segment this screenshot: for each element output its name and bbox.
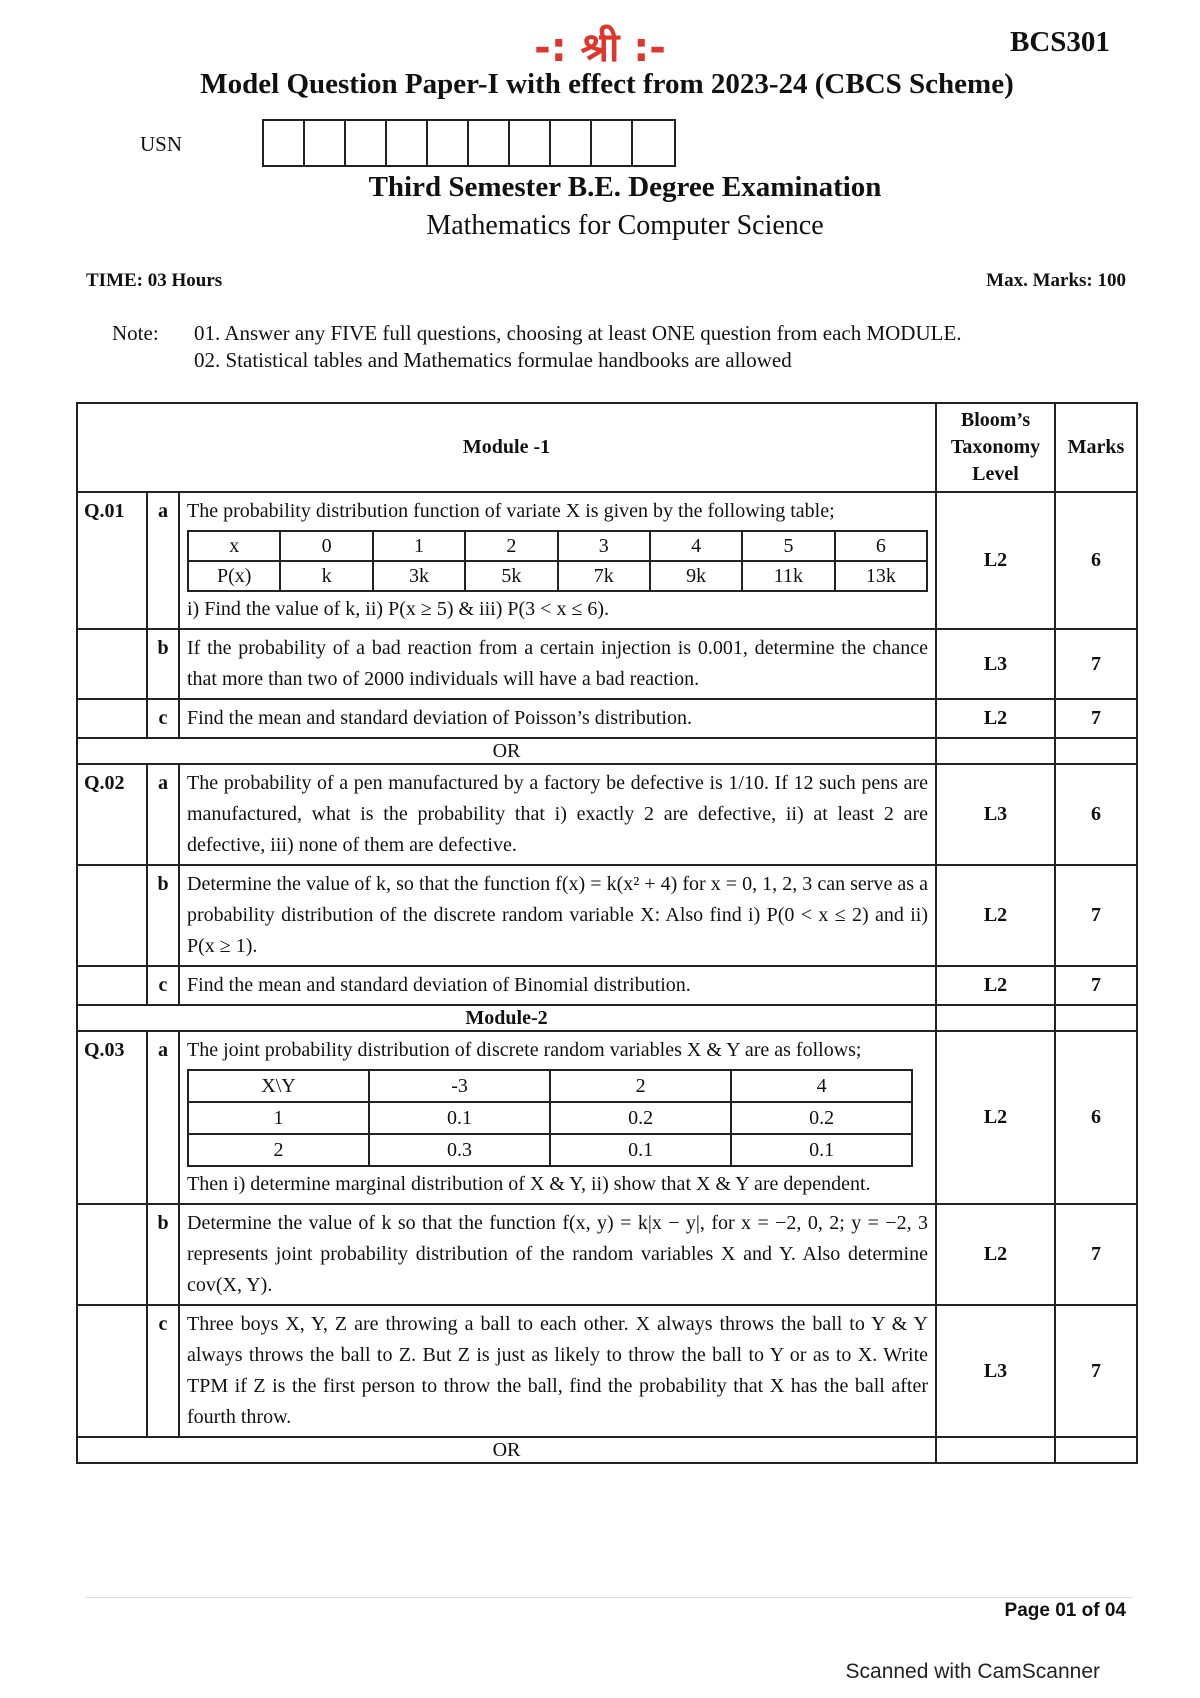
q1a-text: The probability distribution function of variate X is given by the following table; <box>187 500 835 522</box>
paper-title: Model Question Paper-I with effect from 2023-24 (CBCS Scheme) <box>200 68 1014 100</box>
table-cell: 4 <box>731 1070 912 1102</box>
usn-box <box>346 121 387 165</box>
q3a-text: The joint probability distribution of discrete random variables X & Y are as follows; <box>187 1039 862 1061</box>
page-number: Page 01 of 04 <box>1004 1600 1126 1621</box>
table-row <box>77 1305 1137 1437</box>
table-cell: 0.2 <box>550 1102 731 1134</box>
blooms-level: L2 <box>936 699 1055 738</box>
note-label: Note: <box>112 321 159 345</box>
blooms-level: L2 <box>936 492 1055 629</box>
blooms-level: L2 <box>936 865 1055 966</box>
question-number: Q.02 <box>77 764 147 865</box>
table-cell: 0.1 <box>369 1102 550 1134</box>
footer-divider <box>86 1597 1132 1598</box>
sub-question-label: a <box>147 1031 179 1204</box>
table-row <box>77 699 1137 738</box>
exam-title: Third Semester B.E. Degree Examination <box>368 171 882 203</box>
blooms-level: L2 <box>936 1204 1055 1305</box>
sub-question-label: c <box>147 1305 179 1437</box>
table-cell: 9k <box>650 561 742 591</box>
question-text <box>179 492 936 629</box>
marks-value: 6 <box>1055 492 1137 629</box>
usn-label: USN <box>140 132 183 156</box>
marks-value: 6 <box>1055 1031 1137 1204</box>
marks-value: 7 <box>1055 966 1137 1005</box>
or-separator: OR <box>77 738 936 764</box>
table-cell: -3 <box>369 1070 550 1102</box>
sub-question-label: a <box>147 764 179 865</box>
usn-box <box>592 121 633 165</box>
course-code: BCS301 <box>1010 26 1110 58</box>
question-table <box>76 402 1138 1464</box>
shri-invocation: -: श्री :- <box>534 25 666 71</box>
table-row <box>77 492 1137 629</box>
usn-box <box>305 121 346 165</box>
table-cell: 0.1 <box>731 1134 912 1166</box>
note-1-text: 01. Answer any FIVE full questions, choosing at least ONE question from each MODULE. <box>194 321 962 345</box>
table-row <box>77 764 1137 865</box>
table-cell: k <box>280 561 372 591</box>
question-text: The probability of a pen manufactured by a factory be defective is 1/10. If 12 such pens are manufactured, what is the probability that i) exactly 2 are defective, ii) at least 2 are defective, iii) none of them are defective. <box>179 764 936 865</box>
table-cell: 1 <box>188 1102 369 1134</box>
table-row <box>77 738 1137 764</box>
table-cell: 2 <box>550 1070 731 1102</box>
table-cell: 3k <box>373 561 465 591</box>
table-cell: 11k <box>742 561 834 591</box>
usn-box <box>387 121 428 165</box>
table-row <box>77 1005 1137 1031</box>
note-2: 02. Statistical tables and Mathematics formulae handbooks are allowed <box>194 348 792 372</box>
table-cell: 0.1 <box>550 1134 731 1166</box>
usn-box <box>428 121 469 165</box>
sub-question-label: c <box>147 699 179 738</box>
question-text <box>179 1031 936 1204</box>
blooms-level: L2 <box>936 1031 1055 1204</box>
question-number: Q.03 <box>77 1031 147 1204</box>
blooms-level: L2 <box>936 966 1055 1005</box>
or-separator: OR <box>77 1437 936 1463</box>
subject-title: Mathematics for Computer Science <box>426 210 824 241</box>
table-cell: 1 <box>373 531 465 561</box>
module-1-heading: Module -1 <box>77 403 936 492</box>
usn-box <box>264 121 305 165</box>
blooms-header: Bloom’s Taxonomy Level <box>936 403 1055 492</box>
question-text: If the probability of a bad reaction from a certain injection is 0.001, determine the chance that more than two of 2000 individuals will have a bad reaction. <box>179 629 936 699</box>
usn-box <box>551 121 592 165</box>
table-cell: 7k <box>558 561 650 591</box>
table-cell: 2 <box>188 1134 369 1166</box>
table-cell: 6 <box>835 531 927 561</box>
table-cell: 0 <box>280 531 372 561</box>
table-cell: 2 <box>465 531 557 561</box>
question-number: Q.01 <box>77 492 147 629</box>
probability-table <box>187 530 928 592</box>
usn-box <box>469 121 510 165</box>
usn-box <box>633 121 674 165</box>
table-row <box>77 629 1137 699</box>
marks-value: 7 <box>1055 865 1137 966</box>
blooms-level: L3 <box>936 629 1055 699</box>
sub-question-label: b <box>147 629 179 699</box>
question-text: Three boys X, Y, Z are throwing a ball to each other. X always throws the ball to Y & Y always throws the ball to Z. But Z is just as likely to throw the ball to Y or as to X. Write TPM if Z is the first person to throw the ball, find the probability that X has the ball after fourth throw. <box>179 1305 936 1437</box>
table-row <box>77 1031 1137 1204</box>
q3a-subparts: Then i) determine marginal distribution of X & Y, ii) show that X & Y are dependent. <box>187 1173 871 1195</box>
marks-value: 6 <box>1055 764 1137 865</box>
table-cell: X\Y <box>188 1070 369 1102</box>
usn-boxes <box>262 119 676 167</box>
question-text: Determine the value of k, so that the function f(x) = k(x² + 4) for x = 0, 1, 2, 3 can serve as a probability distribution of the discrete random variable X: Also find i) P(0 < x ≤ 2) and ii) P(x ≥ 1). <box>179 865 936 966</box>
q1a-subparts: i) Find the value of k, ii) P(x ≥ 5) & iii) P(3 < x ≤ 6). <box>187 598 610 620</box>
joint-distribution-table <box>187 1069 913 1167</box>
blooms-level: L3 <box>936 1305 1055 1437</box>
question-text: Find the mean and standard deviation of Binomial distribution. <box>179 966 936 1005</box>
table-row <box>77 1437 1137 1463</box>
marks-value: 7 <box>1055 699 1137 738</box>
table-cell: 5k <box>465 561 557 591</box>
table-cell: 4 <box>650 531 742 561</box>
table-cell: P(x) <box>188 561 280 591</box>
question-text: Find the mean and standard deviation of Poisson’s distribution. <box>179 699 936 738</box>
scanner-watermark: Scanned with CamScanner <box>845 1660 1100 1683</box>
table-row <box>77 865 1137 966</box>
module-2-heading: Module-2 <box>77 1005 936 1031</box>
marks-value: 7 <box>1055 1204 1137 1305</box>
table-cell: x <box>188 531 280 561</box>
table-cell: 5 <box>742 531 834 561</box>
sub-question-label: b <box>147 865 179 966</box>
table-cell: 13k <box>835 561 927 591</box>
table-row <box>77 966 1137 1005</box>
marks-header: Marks <box>1055 403 1137 492</box>
table-cell: 0.2 <box>731 1102 912 1134</box>
exam-time: TIME: 03 Hours <box>86 270 223 291</box>
question-text: Determine the value of k so that the function f(x, y) = k|x − y|, for x = −2, 0, 2; y = −2, 3 represents joint probability distribution of the random variables X and Y. Also determine cov(X, Y). <box>179 1204 936 1305</box>
marks-value: 7 <box>1055 1305 1137 1437</box>
table-row <box>77 1204 1137 1305</box>
marks-value: 7 <box>1055 629 1137 699</box>
usn-box <box>510 121 551 165</box>
sub-question-label: c <box>147 966 179 1005</box>
blooms-level: L3 <box>936 764 1055 865</box>
table-cell: 3 <box>558 531 650 561</box>
table-cell: 0.3 <box>369 1134 550 1166</box>
note-1 <box>194 321 962 346</box>
sub-question-label: b <box>147 1204 179 1305</box>
sub-question-label: a <box>147 492 179 629</box>
max-marks: Max. Marks: 100 <box>986 270 1126 291</box>
